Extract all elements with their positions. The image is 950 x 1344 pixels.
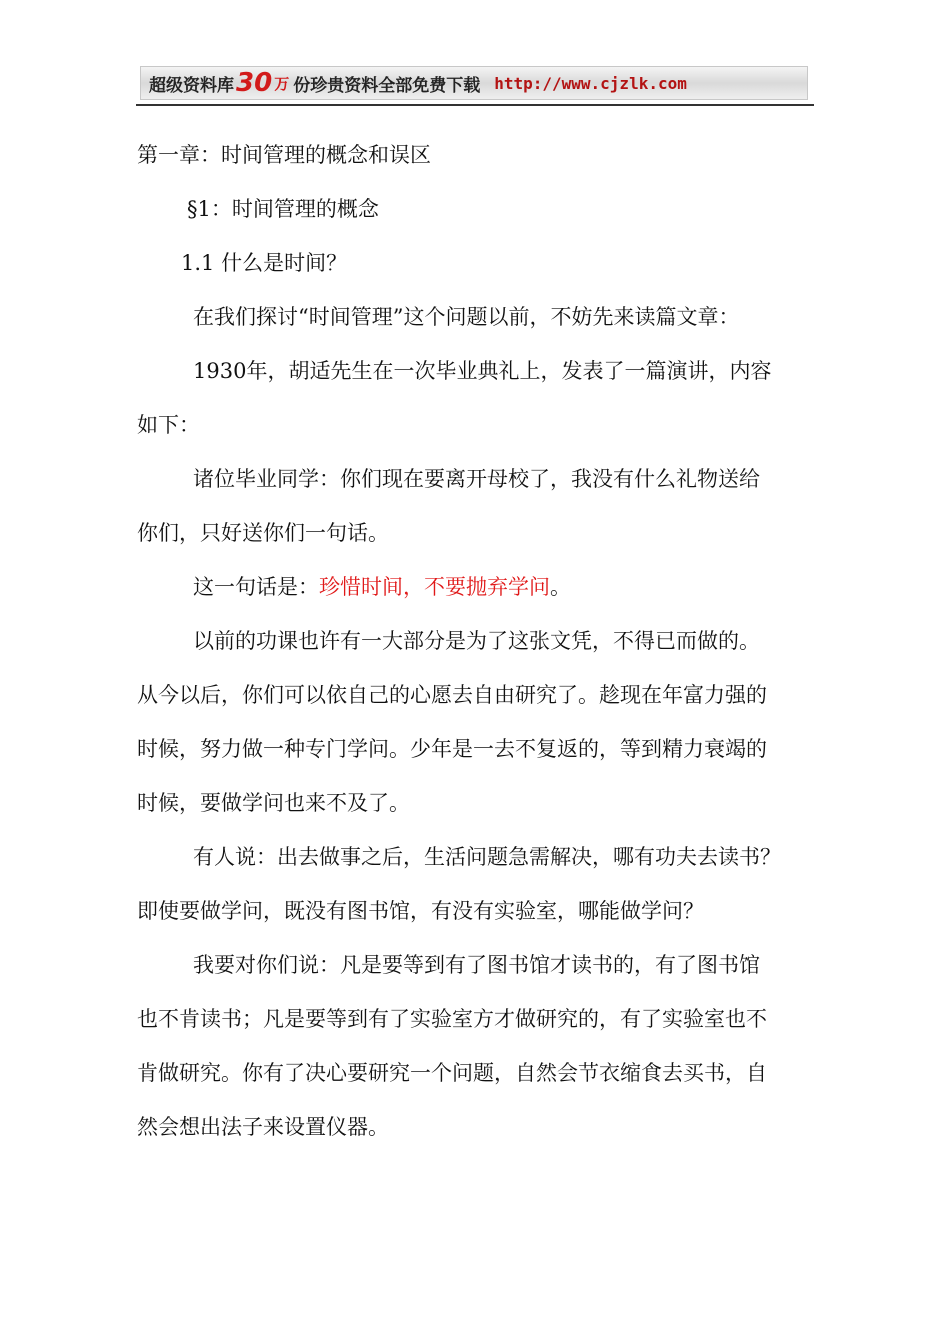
paragraph-line: 以前的功课也许有一大部分是为了这张文凭，不得已而做的。 bbox=[193, 629, 760, 653]
paragraph-line: 时候，要做学问也来不及了。 bbox=[137, 791, 410, 815]
paragraph-line: 时候，努力做一种专门学问。少年是一去不复返的，等到精力衰竭的 bbox=[137, 737, 767, 761]
paragraph-line: 有人说：出去做事之后，生活问题急需解决，哪有功夫去读书？ bbox=[193, 845, 781, 869]
header-rule bbox=[136, 104, 814, 106]
banner-url-link[interactable]: http://www.cjzlk.com bbox=[494, 73, 687, 93]
banner-number: 30 bbox=[236, 68, 273, 98]
document-body bbox=[137, 128, 812, 1154]
paragraph-line: 你们，只好送你们一句话。 bbox=[137, 521, 389, 545]
subsection-title: 1.1 什么是时间？ bbox=[181, 251, 348, 275]
paragraph-line: 从今以后，你们可以依自己的心愿去自由研究了。趁现在年富力强的 bbox=[137, 683, 767, 707]
paragraph-line: 我要对你们说：凡是要等到有了图书馆才读书的，有了图书馆 bbox=[193, 953, 760, 977]
quote-suffix: 。 bbox=[550, 575, 571, 599]
paragraph-line: 在我们探讨“时间管理”这个问题以前，不妨先来读篇文章： bbox=[193, 305, 740, 329]
quote-prefix: 这一句话是： bbox=[193, 575, 319, 599]
header-banner bbox=[140, 66, 808, 100]
paragraph-line: 也不肯读书；凡是要等到有了实验室方才做研究的，有了实验室也不 bbox=[137, 1007, 767, 1031]
banner-text-2: 份珍贵资料全部免费下载 bbox=[293, 75, 481, 96]
highlighted-quote: 珍惜时间，不要抛弃学问 bbox=[319, 575, 550, 599]
banner-text-1: 超级资料库 bbox=[149, 75, 234, 96]
chapter-title: 第一章：时间管理的概念和误区 bbox=[137, 143, 431, 167]
paragraph-line: 1930年，胡适先生在一次毕业典礼上，发表了一篇演讲，内容 bbox=[193, 359, 772, 383]
paragraph-line: 然会想出法子来设置仪器。 bbox=[137, 1115, 389, 1139]
section-title: §1：时间管理的概念 bbox=[187, 197, 379, 221]
banner-unit: 万 bbox=[274, 74, 290, 93]
paragraph-line: 即使要做学问，既没有图书馆，有没有实验室，哪能做学问？ bbox=[137, 899, 704, 923]
paragraph-line: 诸位毕业同学：你们现在要离开母校了，我没有什么礼物送给 bbox=[193, 467, 760, 491]
paragraph-line: 如下： bbox=[137, 413, 200, 437]
paragraph-line-quote bbox=[137, 560, 812, 614]
paragraph-line: 肯做研究。你有了决心要研究一个问题，自然会节衣缩食去买书，自 bbox=[137, 1061, 767, 1085]
